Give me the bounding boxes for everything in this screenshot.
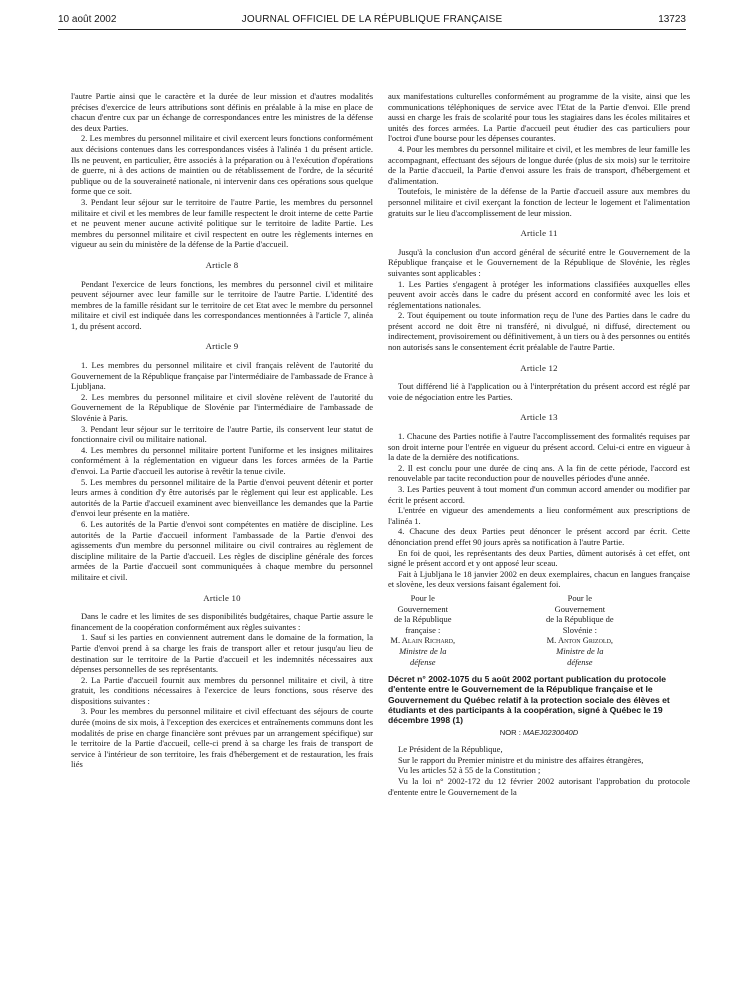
signatory-role: Ministre de la défense bbox=[556, 645, 604, 667]
right-column bbox=[388, 91, 690, 797]
signature-line: de la République française : bbox=[393, 614, 452, 635]
paragraph: l'autre Partie ainsi que le caractère et la durée de leur mission et d'autres modalités précises d'exercice de leurs attributions sont définis en préalable à la mise en place de chacun d'entre cux par un échange de correspondances entre les ministres de la défense des deux Parties. bbox=[71, 91, 373, 133]
paragraph: 1. Chacune des Parties notifie à l'autre l'accomplissement des formalités requises par son droit interne pour l'entrée en vigueur du présent accord. Celui-ci entre en vigueur à la date de la dernière des notifications. bbox=[388, 431, 690, 463]
article-9-heading: Article 9 bbox=[205, 341, 239, 352]
paragraph: Jusqu'à la conclusion d'un accord général de sécurité entre le Gouvernement de la République française et le Gouvernement de la République de Slovénie, les règles suivantes sont applicables : bbox=[388, 246, 690, 278]
paragraph: aux manifestations culturelles conformément au programme de la visite, ainsi que les communications téléphoniques de service avec l'Etat de la Partie d'envoi. Elle prend aussi en charge les frais de scolarité pour tous les stagiaires dans les écoles militaires et unités des forces armées. La Partie d'accueil peut étudier des cas particuliers pour l'octroi d'une bourse pour les dépenses courantes. bbox=[388, 91, 690, 144]
issue-date: 10 août 2002 bbox=[58, 14, 117, 25]
paragraph: Tout différend lié à l'application ou à l'interprétation du présent accord est réglé par voie de négociation entre les Parties. bbox=[388, 381, 690, 402]
paragraph: Le Président de la République, bbox=[398, 744, 503, 755]
article-11-heading: Article 11 bbox=[520, 228, 558, 239]
signature-line: Pour le Gouvernement bbox=[397, 592, 449, 614]
signature-slovenia bbox=[545, 593, 690, 667]
paragraph: 3. Pour les membres du personnel militaire et civil effectuant des séjours de courte durée (moins de six mois, à l'exception des exercices et entraînements communs dont les modalités de prise en charge financière sont prévues par un arrangement spécifique) sur le territoire de la Partie d'accueil, celle-ci prend à sa charge les frais de transport de service à l'intérieur de son territoire, les frais d'hébergement et de restauration, les frais liés bbox=[71, 706, 373, 770]
signatory-name: M. Anton Grizold, bbox=[546, 635, 614, 646]
paragraph: 2. La Partie d'accueil fournit aux membres du personnel militaire et civil, à titre gratuit, les conditions nécessaires à l'exercice de leurs fonctions, sous réserve des dispositions suivantes : bbox=[71, 674, 373, 706]
paragraph: 2. Tout équipement ou toute information reçu de l'une des Parties dans le cadre du présent accord ne doit être ni transféré, ni divulgué, ni diffusé, directement ou indirectement, provisoirement ou définitivement, à un tiers ou à des personnes ou entités non autorisés sans le consentement écrit préalable de l'autre Partie. bbox=[388, 310, 690, 353]
paragraph: 4. Chacune des deux Parties peut dénoncer le présent accord par écrit. Cette dénonciation prend effet 90 jours après sa notification à l'autre Partie. bbox=[388, 526, 690, 547]
paragraph: En foi de quoi, les représentants des deux Parties, dûment autorisés à cet effet, ont signé le présent accord et y ont apposé leur sceau. bbox=[388, 547, 690, 569]
paragraph: 5. Les membres du personnel militaire de la Partie d'envoi peuvent détenir et porter leurs armes à condition d'y être autorisés par le règlement qui leur est applicable. Les autorités de la Partie d'accueil examinent avec bienveillance les demandes que la Partie d'envoi leur présente en la matière. bbox=[71, 476, 373, 519]
paragraph: 1. Sauf si les parties en conviennent autrement dans le domaine de la formation, la Partie d'envoi prend à sa charge les frais de transport aller et retour jusqu'au lieu de destination sur le territoire de la Partie d'accueil et les indemnités nécessaires aux dépenses personnelles de ses représentants. bbox=[71, 632, 373, 675]
paragraph: 2. Les membres du personnel militaire et civil exercent leurs fonctions conformément aux décisions contenues dans les correspondances visées à l'alinéa 1 du présent article. Ils ne peuvent, en particulier, être associés à la préparation ou à l'exécution d'opérations de guerre, ni à des actions de maintien ou de rétablissement de l'ordre, de la sécurité publique ou de la souveraineté nationale, ni intervenir dans ces opérations sous quelque forme que ce soit. bbox=[71, 133, 373, 197]
paragraph: 1. Les Parties s'engagent à protéger les informations classifiées auxquelles elles peuvent avoir accès dans le cadre du présent accord en conformité avec les lois et réglementations nationales. bbox=[388, 278, 690, 310]
signature-france bbox=[388, 593, 533, 667]
paragraph: Dans le cadre et les limites de ses disponibilités budgétaires, chaque Partie assure le financement de la coopération conformément aux règles suivantes : bbox=[71, 611, 373, 632]
paragraph: 3. Pendant leur séjour sur le territoire de l'autre Partie, les membres du personnel militaire et civil et les membres de leur famille respectent le droit interne de cette Partie et ne peuvent mener aucune activité politique sur le territoire de ladite Partie. Les membres du personnel militaire et civil respectent en outre les règlements internes en vigueur au sein du ministère de la défense de la Partie d'accueil. bbox=[71, 196, 373, 250]
paragraph: 6. Les autorités de la Partie d'envoi sont compétentes en matière de discipline. Les autorités de la Partie d'accueil informent l'ambassade de la Partie d'envoi des agissements d'un membre du personnel militaire ou civil contraires au règlement de discipline militaire de la Partie d'accueil. Les règles de discipline générale des forces armées de la Partie d'accueil sont communiquées à chaque membre du personnel militaire et civil. bbox=[71, 518, 373, 582]
paragraph: Pendant l'exercice de leurs fonctions, les membres du personnel civil et militaire peuvent séjourner avec leur famille sur le territoire de l'autre Partie. L'identité des membres de la famille résidant sur le territoire de cet Etat avec le membre du personnel militaire et civil est indiquée dans les correspondances mentionnées à l'article 7, alinéa 1, du présent accord. bbox=[71, 278, 373, 331]
nor-label: NOR : bbox=[499, 727, 521, 737]
article-10-heading: Article 10 bbox=[203, 592, 241, 603]
signature-line: de la République de Slovénie : bbox=[545, 614, 614, 635]
signatory-role: Ministre de la défense bbox=[399, 645, 447, 667]
signature-block bbox=[388, 593, 690, 667]
paragraph: 3. Pendant leur séjour sur le territoire de l'autre Partie, ils conservent leur statut de fonctionnaire civil ou militaire national. bbox=[71, 423, 373, 445]
paragraph: Fait à Ljubljana le 18 janvier 2002 en deux exemplaires, chacun en langues française et slovène, les deux versions faisant également foi. bbox=[388, 568, 690, 590]
left-column bbox=[71, 91, 373, 770]
paragraph: 2. Il est conclu pour une durée de cinq ans. A la fin de cette période, l'accord est renouvelable par tacite reconduction pour de nouvelles périodes d'une année. bbox=[388, 462, 690, 484]
header-rule bbox=[58, 29, 686, 30]
paragraph: 3. Les Parties peuvent à tout moment d'un commun accord amender ou modifier par écrit le présent accord. bbox=[388, 484, 690, 505]
article-13-heading: Article 13 bbox=[520, 412, 558, 423]
paragraph: 4. Les membres du personnel militaire portent l'uniforme et les insignes militaires conformément à la réglementation en vigueur dans les forces armées de la Partie d'envoi. La Partie d'accueil les autorise à revêtir la tenue civile. bbox=[71, 444, 373, 476]
paragraph: Toutefois, le ministère de la défense de la Partie d'accueil assure aux membres du personnel militaire et civil exerçant la fonction de lecteur le logement et l'alimentation gratuits sur le lieu d'accomplissement de leur mission. bbox=[388, 186, 690, 218]
paragraph: L'entrée en vigueur des amendements a lieu conformément aux prescriptions de l'alinéa 1. bbox=[388, 505, 690, 526]
article-8-heading: Article 8 bbox=[205, 259, 239, 270]
paragraph: Vu les articles 52 à 55 de la Constitution ; bbox=[398, 765, 541, 776]
nor-reference bbox=[388, 728, 690, 739]
journal-title: JOURNAL OFFICIEL DE LA RÉPUBLIQUE FRANÇAISE bbox=[241, 14, 503, 25]
paragraph: Vu la loi n° 2002-172 du 12 février 2002 autorisant l'approbation du protocole d'entente entre le Gouvernement de la bbox=[388, 775, 690, 797]
signatory-name: M. Alain Richard, bbox=[390, 635, 456, 646]
signature-line: Pour le Gouvernement bbox=[554, 592, 606, 614]
paragraph: 1. Les membres du personnel militaire et civil français relèvent de l'autorité du Gouvernement de la République française par l'intermédiaire de l'ambassade de France à Ljubljana. bbox=[71, 360, 373, 392]
paragraph: Sur le rapport du Premier ministre et du ministre des affaires étrangères, bbox=[398, 754, 644, 765]
nor-code: MAEJ0230040D bbox=[522, 727, 579, 737]
paragraph: 2. Les membres du personnel militaire et civil slovène relèvent de l'autorité du Gouvernement de la République de Slovénie par l'intermédiaire de l'ambassade de Slovénie à Paris. bbox=[71, 391, 373, 424]
decree-title: Décret n° 2002-1075 du 5 août 2002 portant publication du protocole d'entente entre le Gouvernement de la République française et le Gouvernement du Québec relatif à la protection sociale des élèves et étudiants et des participants à la coopération, signé à Québec le 19 décembre 1998 (1) bbox=[388, 674, 670, 726]
page-number: 13723 bbox=[658, 14, 686, 25]
article-12-heading: Article 12 bbox=[520, 362, 558, 373]
paragraph: 4. Pour les membres du personnel militaire et civil, et les membres de leur famille les accompagnant, effectuant des séjours de longue durée (plus de six mois) sur le territoire de la Partie d'accueil, la Partie d'envoi assure les frais de transport, d'hébergement et d'alimentation. bbox=[388, 143, 690, 186]
page-header bbox=[58, 14, 686, 28]
